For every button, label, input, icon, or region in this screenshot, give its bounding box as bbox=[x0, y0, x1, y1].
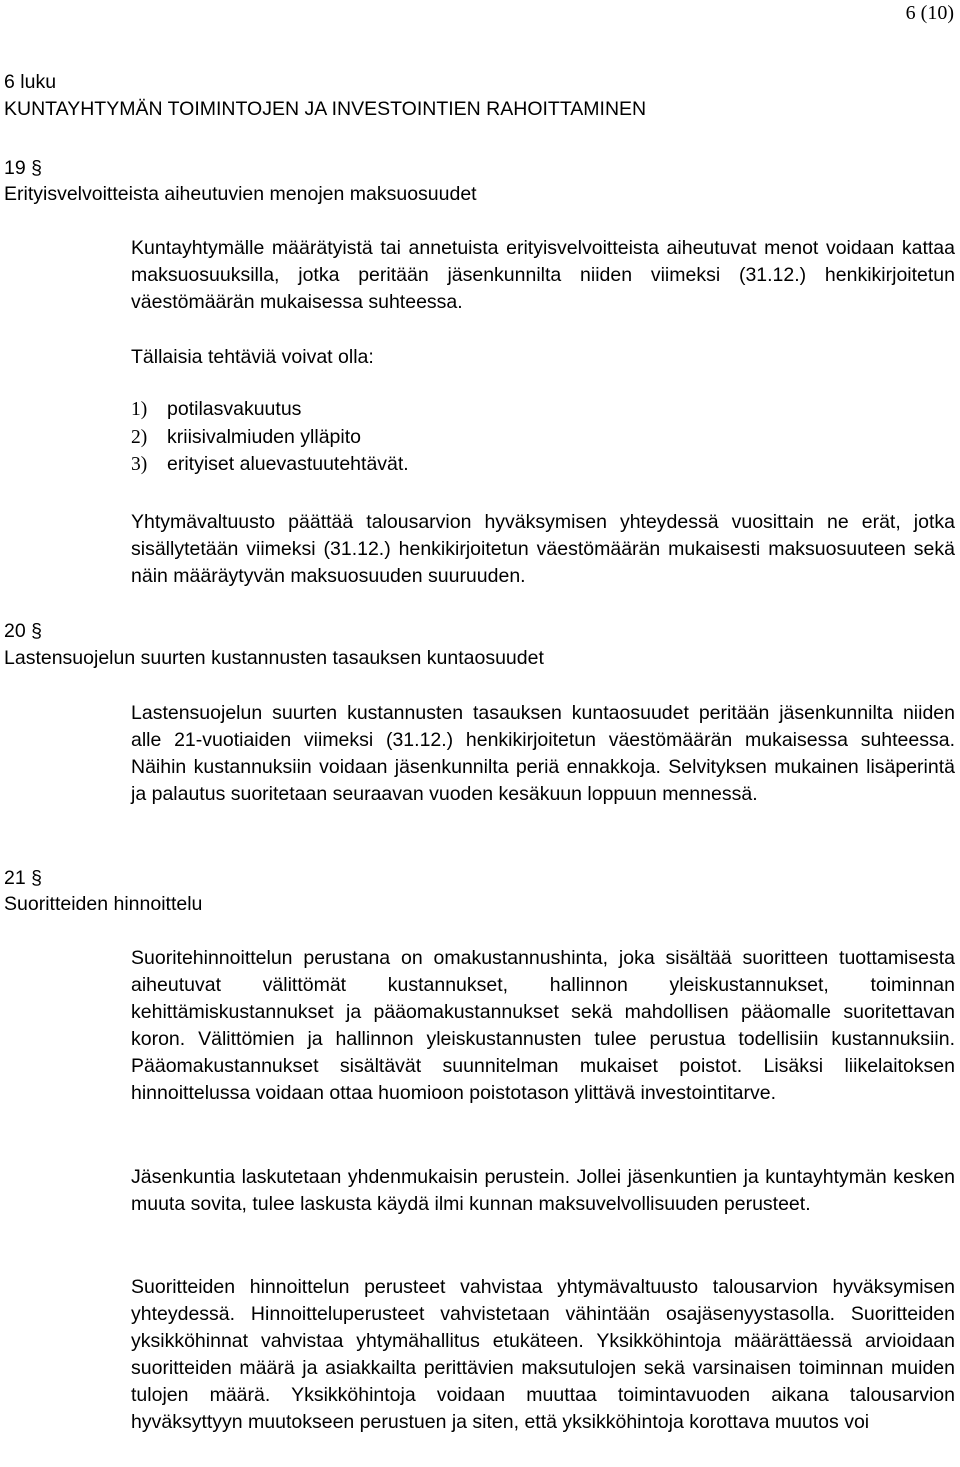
section-19-paragraph-2: Yhtymävaltuusto päättää talousarvion hyväksymisen yhteydessä vuosittain ne erät, jotka sisällytetään viimeksi (31.12.) henkikirjoitetun väestömäärän mukaisesti maksuosuuteen sekä näin määräytyvän maksuosuuden suuruuden. bbox=[131, 511, 955, 587]
list-item-number: 1) bbox=[131, 399, 148, 420]
section-21-title: Suoritteiden hinnoittelu bbox=[4, 893, 203, 915]
chapter-title: KUNTAYHTYMÄN TOIMINTOJEN JA INVESTOINTIEN RAHOITTAMINEN bbox=[4, 98, 647, 120]
list-item-text: erityiset aluevastuutehtävät. bbox=[167, 453, 409, 475]
list-item bbox=[131, 424, 409, 452]
section-20-number: 20 § bbox=[4, 620, 42, 642]
section-21-number: 21 § bbox=[4, 867, 42, 889]
list-item bbox=[131, 451, 409, 479]
list-item-text: kriisivalmiuden ylläpito bbox=[167, 425, 361, 448]
section-20-title: Lastensuojelun suurten kustannusten tasauksen kuntaosuudet bbox=[4, 647, 544, 669]
list-item-number: 2) bbox=[131, 426, 148, 448]
section-21-paragraph-2: Jäsenkuntia laskutetaan yhdenmukaisin perustein. Jollei jäsenkuntien ja kuntayhtymän kesken muuta sovita, tulee laskusta käydä ilmi kunnan maksuvelvollisuuden perusteet. bbox=[131, 1166, 955, 1215]
section-21-paragraph-1: Suoritehinnoittelun perustana on omakustannushinta, joka sisältää suoritteen tuottamisesta aiheutuvat välittömät kustannukset, hallinnon yleiskustannukset, toiminnan kehittämiskustannukset ja pääomakustannukset sekä mahdollisen pääomalle suoritettavan koron. Välittömien ja hallinnon yleiskustannusten tulee perustua todellisiin kustannuksiin. Pääomakustannukset sisältävät suunnitelman mukaiset poistot. Lisäksi liikelaitoksen hinnoittelussa voidaan ottaa huomioon poistotason ylittävä investointitarve. bbox=[131, 947, 955, 1104]
list-item bbox=[131, 396, 409, 424]
list-item-text: potilasvakuutus bbox=[167, 398, 302, 420]
section-19-task-list bbox=[131, 396, 409, 479]
list-item-number: 3) bbox=[131, 454, 148, 475]
section-21-paragraph-3: Suoritteiden hinnoittelun perusteet vahvistaa yhtymävaltuusto talousarvion hyväksymisen yhteydessä. Hinnoitteluperusteet vahvistetaan vähintään osajäsenyystasolla. Suoritteiden yksikköhinnat vahvistaa yhtymähallitus etukäteen. Yksikköhintoja määrättäessä arvioidaan suoritteiden määrä ja asiakkailta perittävien maksutulojen sekä varsinaisen toiminnan muiden tulojen määrä. Yksikköhintoja voidaan muuttaa toimintavuoden aikana talousarvion hyväksyttyyn muutokseen perustuen ja siten, että yksikköhintoja korottava muutos voi bbox=[131, 1276, 955, 1433]
chapter-number: 6 luku bbox=[4, 71, 57, 93]
section-20-paragraph-1: Lastensuojelun suurten kustannusten tasauksen kuntaosuudet peritään jäsenkunnilta niiden alle 21-vuotiaiden viimeksi (31.12.) henkikirjoitetun väestömäärän mukaisessa suhteessa. Näihin kustannuksiin voidaan jäsenkunnilta periä ennakkoja. Selvityksen mukainen lisäperintä ja palautus suoritetaan seuraavan vuoden kesäkuun loppuun mennessä. bbox=[131, 702, 955, 805]
section-19-paragraph-1: Kuntayhtymälle määrätyistä tai annetuista erityisvelvoitteista aiheutuvat menot voidaan kattaa maksuosuuksilla, jotka peritään jäsenkunnilta niiden viimeksi (31.12.) henkikirjoitetun väestömäärän mukaisessa suhteessa. bbox=[131, 237, 955, 313]
section-19-list-intro: Tällaisia tehtäviä voivat olla: bbox=[131, 346, 374, 368]
section-19-number: 19 § bbox=[4, 157, 42, 179]
page-number: 6 (10) bbox=[905, 2, 954, 24]
section-19-title: Erityisvelvoitteista aiheutuvien menojen maksuosuudet bbox=[4, 183, 477, 205]
